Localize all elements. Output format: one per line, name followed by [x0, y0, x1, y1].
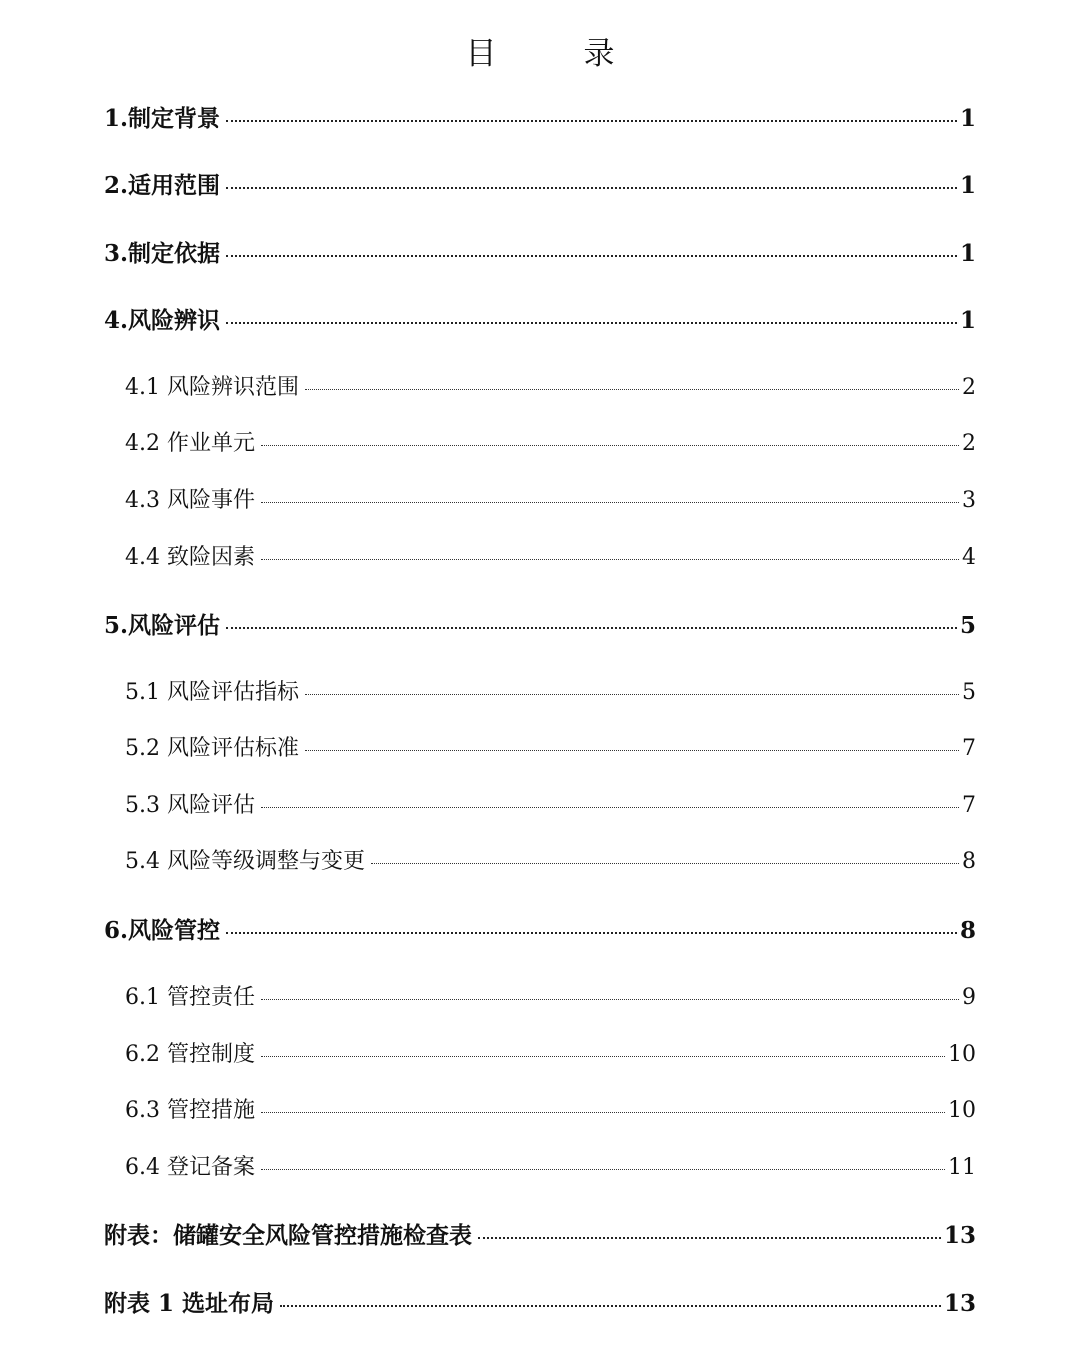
toc-entry-page: 2: [962, 375, 976, 400]
toc-entry-4-2[interactable]: [125, 426, 976, 457]
dot-leader: [226, 187, 957, 189]
dot-leader: [261, 807, 959, 808]
toc-entry-page: 4: [962, 545, 976, 570]
dot-leader: [226, 255, 957, 257]
toc-entry-label: 6.3 管控措施: [125, 1098, 255, 1123]
toc-entry-label: 2.适用范围: [104, 172, 221, 199]
toc-entry-6-4[interactable]: [125, 1150, 976, 1181]
toc-entry-page: 1: [959, 307, 976, 334]
toc-entry-page: 13: [943, 1290, 976, 1317]
toc-entry-label: 6.4 登记备案: [125, 1155, 255, 1180]
toc-entry-page: 5: [962, 680, 976, 705]
dot-leader: [261, 1169, 945, 1170]
toc-entry-5-2[interactable]: [125, 731, 976, 762]
toc-entry-label: 3.制定依据: [104, 240, 221, 267]
toc-entry-page: 10: [948, 1042, 976, 1067]
dot-leader: [226, 932, 957, 934]
dot-leader: [261, 502, 959, 503]
toc-entry-page: 1: [959, 172, 976, 199]
toc-entry-appendix-1[interactable]: [104, 1285, 976, 1318]
toc-entry-label: 6.1 管控责任: [125, 985, 255, 1010]
toc-entry-4-3[interactable]: [125, 483, 976, 514]
toc-entry-6-2[interactable]: [125, 1037, 976, 1068]
toc-entry-page: 5: [959, 612, 976, 639]
toc-entry-5[interactable]: [104, 607, 976, 640]
toc-entry-appendix[interactable]: [104, 1217, 976, 1250]
dot-leader: [305, 750, 959, 751]
toc-entry-label: 附表：储罐安全风险管控措施检查表: [104, 1222, 472, 1249]
toc-entry-5-4[interactable]: [125, 844, 976, 875]
toc-entry-6[interactable]: [104, 912, 976, 945]
dot-leader: [261, 1112, 945, 1113]
toc-entry-label: 附表 1 选址布局: [104, 1290, 275, 1317]
toc-entry-label: 6.2 管控制度: [125, 1042, 255, 1067]
toc-entry-page: 1: [959, 240, 976, 267]
toc-entry-label: 5.2 风险评估标准: [125, 736, 299, 761]
toc-entry-4-4[interactable]: [125, 540, 976, 571]
toc-entry-2[interactable]: [104, 167, 976, 200]
toc-entry-page: 7: [962, 793, 976, 818]
toc-entry-label: 4.风险辨识: [104, 307, 221, 334]
toc-entry-4[interactable]: [104, 302, 976, 335]
toc-entry-label: 5.4 风险等级调整与变更: [125, 849, 365, 874]
toc-entry-6-1[interactable]: [125, 980, 976, 1011]
toc-entry-5-1[interactable]: [125, 675, 976, 706]
dot-leader: [280, 1305, 941, 1307]
dot-leader: [226, 627, 957, 629]
toc-entry-label: 5.风险评估: [104, 612, 221, 639]
toc-entry-page: 3: [962, 488, 976, 513]
dot-leader: [305, 694, 959, 695]
toc-entry-page: 11: [948, 1155, 976, 1180]
toc-entry-page: 7: [962, 736, 976, 761]
toc-entry-6-3[interactable]: [125, 1093, 976, 1124]
dot-leader: [261, 1056, 945, 1057]
toc-title: 目 录: [465, 36, 643, 72]
toc-entry-label: 1.制定背景: [104, 105, 221, 132]
dot-leader: [371, 863, 959, 864]
toc-entry-label: 5.3 风险评估: [125, 793, 255, 818]
toc-entry-page: 10: [948, 1098, 976, 1123]
dot-leader: [226, 322, 957, 324]
toc-entry-page: 13: [943, 1222, 976, 1249]
toc-entry-4-1[interactable]: [125, 370, 976, 401]
toc-entry-label: 4.2 作业单元: [125, 431, 255, 456]
toc-entry-label: 5.1 风险评估指标: [125, 680, 299, 705]
toc-entry-page: 9: [962, 985, 976, 1010]
toc-entry-label: 4.3 风险事件: [125, 488, 255, 513]
dot-leader: [226, 120, 957, 122]
toc-entry-page: 2: [962, 431, 976, 456]
dot-leader: [261, 559, 959, 560]
toc-entry-label: 4.1 风险辨识范围: [125, 375, 299, 400]
toc-entry-page: 8: [962, 849, 976, 874]
toc-entry-1[interactable]: [104, 100, 976, 133]
toc-entry-5-3[interactable]: [125, 788, 976, 819]
toc-entry-label: 4.4 致险因素: [125, 545, 255, 570]
dot-leader: [478, 1237, 941, 1239]
toc-entry-3[interactable]: [104, 235, 976, 268]
toc-entry-page: 1: [959, 105, 976, 132]
dot-leader: [305, 389, 959, 390]
toc-entry-page: 8: [959, 917, 976, 944]
dot-leader: [261, 999, 959, 1000]
dot-leader: [261, 445, 959, 446]
toc-entry-label: 6.风险管控: [104, 917, 221, 944]
